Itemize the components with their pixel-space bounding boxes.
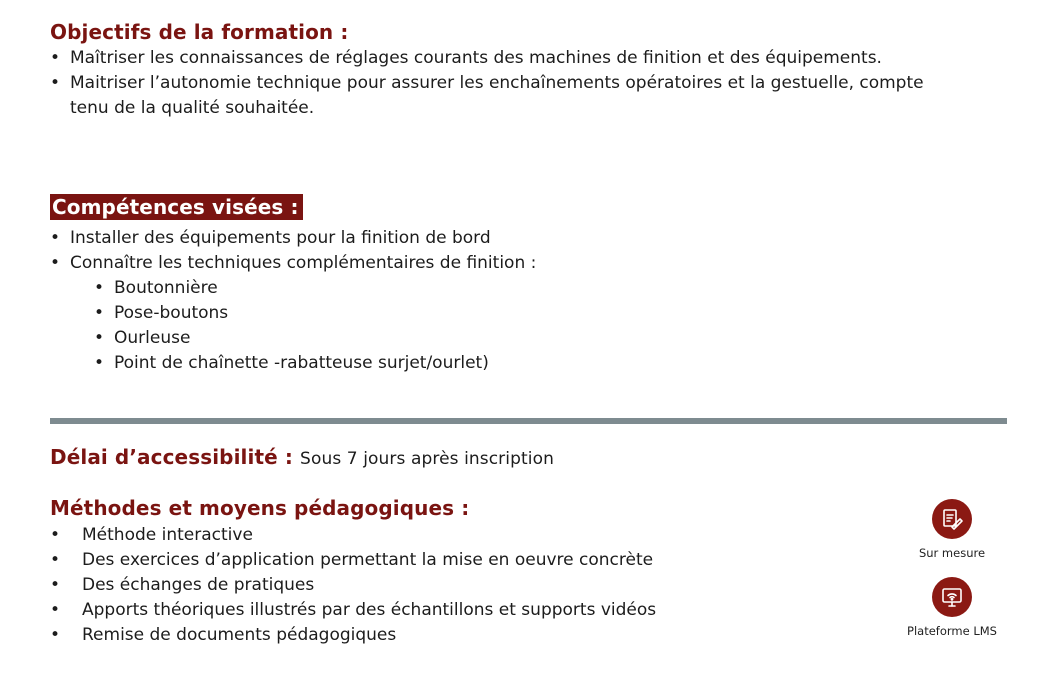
list-item: • Connaître les techniques complémentaires de finition : [50,253,537,273]
delai-line [50,445,554,469]
list-item: • Maitriser l’autonomie technique pour assurer les enchaînements opératoires et la gestuelle, compte [50,73,924,93]
list-item: • Méthode interactive [50,525,253,545]
objectifs-heading: Objectifs de la formation : [50,20,349,44]
competences-list [50,226,537,276]
objectifs-list [50,46,924,121]
list-item: • Des échanges de pratiques [50,575,315,595]
lms-badge [897,577,1007,638]
sur-mesure-badge [897,499,1007,560]
competences-heading: Compétences visées : [50,194,303,220]
delai-text: Sous 7 jours après inscription [300,449,554,469]
list-item: • Remise de documents pédagogiques [50,625,397,645]
list-item: • Maîtriser les connaissances de réglages courants des machines de finition et des équipements. [50,48,882,68]
delai-heading: Délai d’accessibilité : [50,445,293,469]
monitor-wifi-icon [932,577,972,617]
methodes-heading: Méthodes et moyens pédagogiques : [50,496,470,520]
sublist-item: • Point de chaînette -rabatteuse surjet/ourlet) [94,353,489,373]
list-item: • Apports théoriques illustrés par des échantillons et supports vidéos [50,600,657,620]
sur-mesure-label: Sur mesure [918,546,986,560]
methodes-list [50,523,657,648]
sublist-item: • Ourleuse [94,328,191,348]
competences-sublist [94,276,489,376]
sublist-item: • Pose-boutons [94,303,229,323]
section-divider [50,418,1007,424]
lms-label: Plateforme LMS [907,624,997,638]
list-item: • Installer des équipements pour la finition de bord [50,228,491,248]
list-item-continuation: tenu de la qualité souhaitée. [70,98,315,118]
sublist-item: • Boutonnière [94,278,218,298]
list-item: • Des exercices d’application permettant la mise en oeuvre concrète [50,550,654,570]
edit-document-icon [932,499,972,539]
